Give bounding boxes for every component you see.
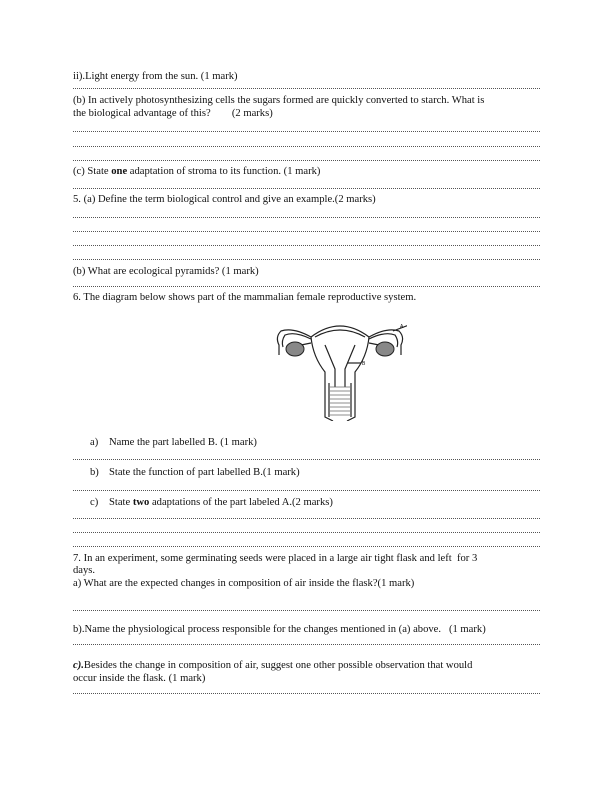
answer-line	[73, 518, 540, 519]
question-6b: b) State the function of part labelled B.(1 mark)	[90, 467, 300, 478]
answer-line	[73, 532, 540, 533]
question-5b: (b) What are ecological pyramids? (1 mark)	[73, 266, 259, 277]
answer-line	[73, 131, 540, 132]
question-4c: (c) State one adaptation of stroma to its function. (1 mark)	[73, 166, 321, 177]
answer-line	[73, 459, 540, 460]
answer-line	[73, 610, 540, 611]
question-7-line1: 7. In an experiment, some germinating seeds were placed in a large air tight flask and left for 3	[73, 553, 478, 564]
question-6c: c) State two adaptations of the part labeled A.(2 marks)	[90, 497, 333, 508]
uterus-diagram-icon	[273, 317, 407, 421]
question-7c-line2: occur inside the flask. (1 mark)	[73, 673, 206, 684]
answer-line	[73, 231, 540, 232]
answer-line	[73, 286, 540, 287]
question-4b-line1: (b) In actively photosynthesizing cells the sugars formed are quickly converted to starch. What is	[73, 95, 485, 106]
answer-line	[73, 490, 540, 491]
question-6a: a) Name the part labelled B. (1 mark)	[90, 437, 257, 448]
answer-line	[73, 259, 540, 260]
question-7b: b).Name the physiological process responsible for the changes mentioned in (a) above. (1 mark)	[73, 624, 486, 635]
question-6: 6. The diagram below shows part of the mammalian female reproductive system.	[73, 292, 417, 303]
question-5a: 5. (a) Define the term biological control and give an example.(2 marks)	[73, 194, 376, 205]
answer-line	[73, 546, 540, 547]
answer-line	[73, 88, 540, 89]
question-4b-line2: the biological advantage of this? (2 marks)	[73, 108, 273, 119]
answer-line	[73, 644, 540, 645]
label-b: B	[362, 361, 366, 367]
answer-line	[73, 160, 540, 161]
question-7a: a) What are the expected changes in composition of air inside the flask?(1 mark)	[73, 578, 415, 589]
question-7c-line1: c).Besides the change in composition of air, suggest one other possible observation that would	[73, 660, 473, 671]
answer-line	[73, 217, 540, 218]
question-4-ii: ii).Light energy from the sun. (1 mark)	[73, 71, 238, 82]
answer-line	[73, 146, 540, 147]
answer-line	[73, 188, 540, 189]
answer-line	[73, 245, 540, 246]
reproductive-system-diagram	[273, 317, 407, 421]
answer-line	[73, 693, 540, 694]
question-7-line2: days.	[73, 565, 96, 576]
label-a: A	[400, 324, 404, 330]
